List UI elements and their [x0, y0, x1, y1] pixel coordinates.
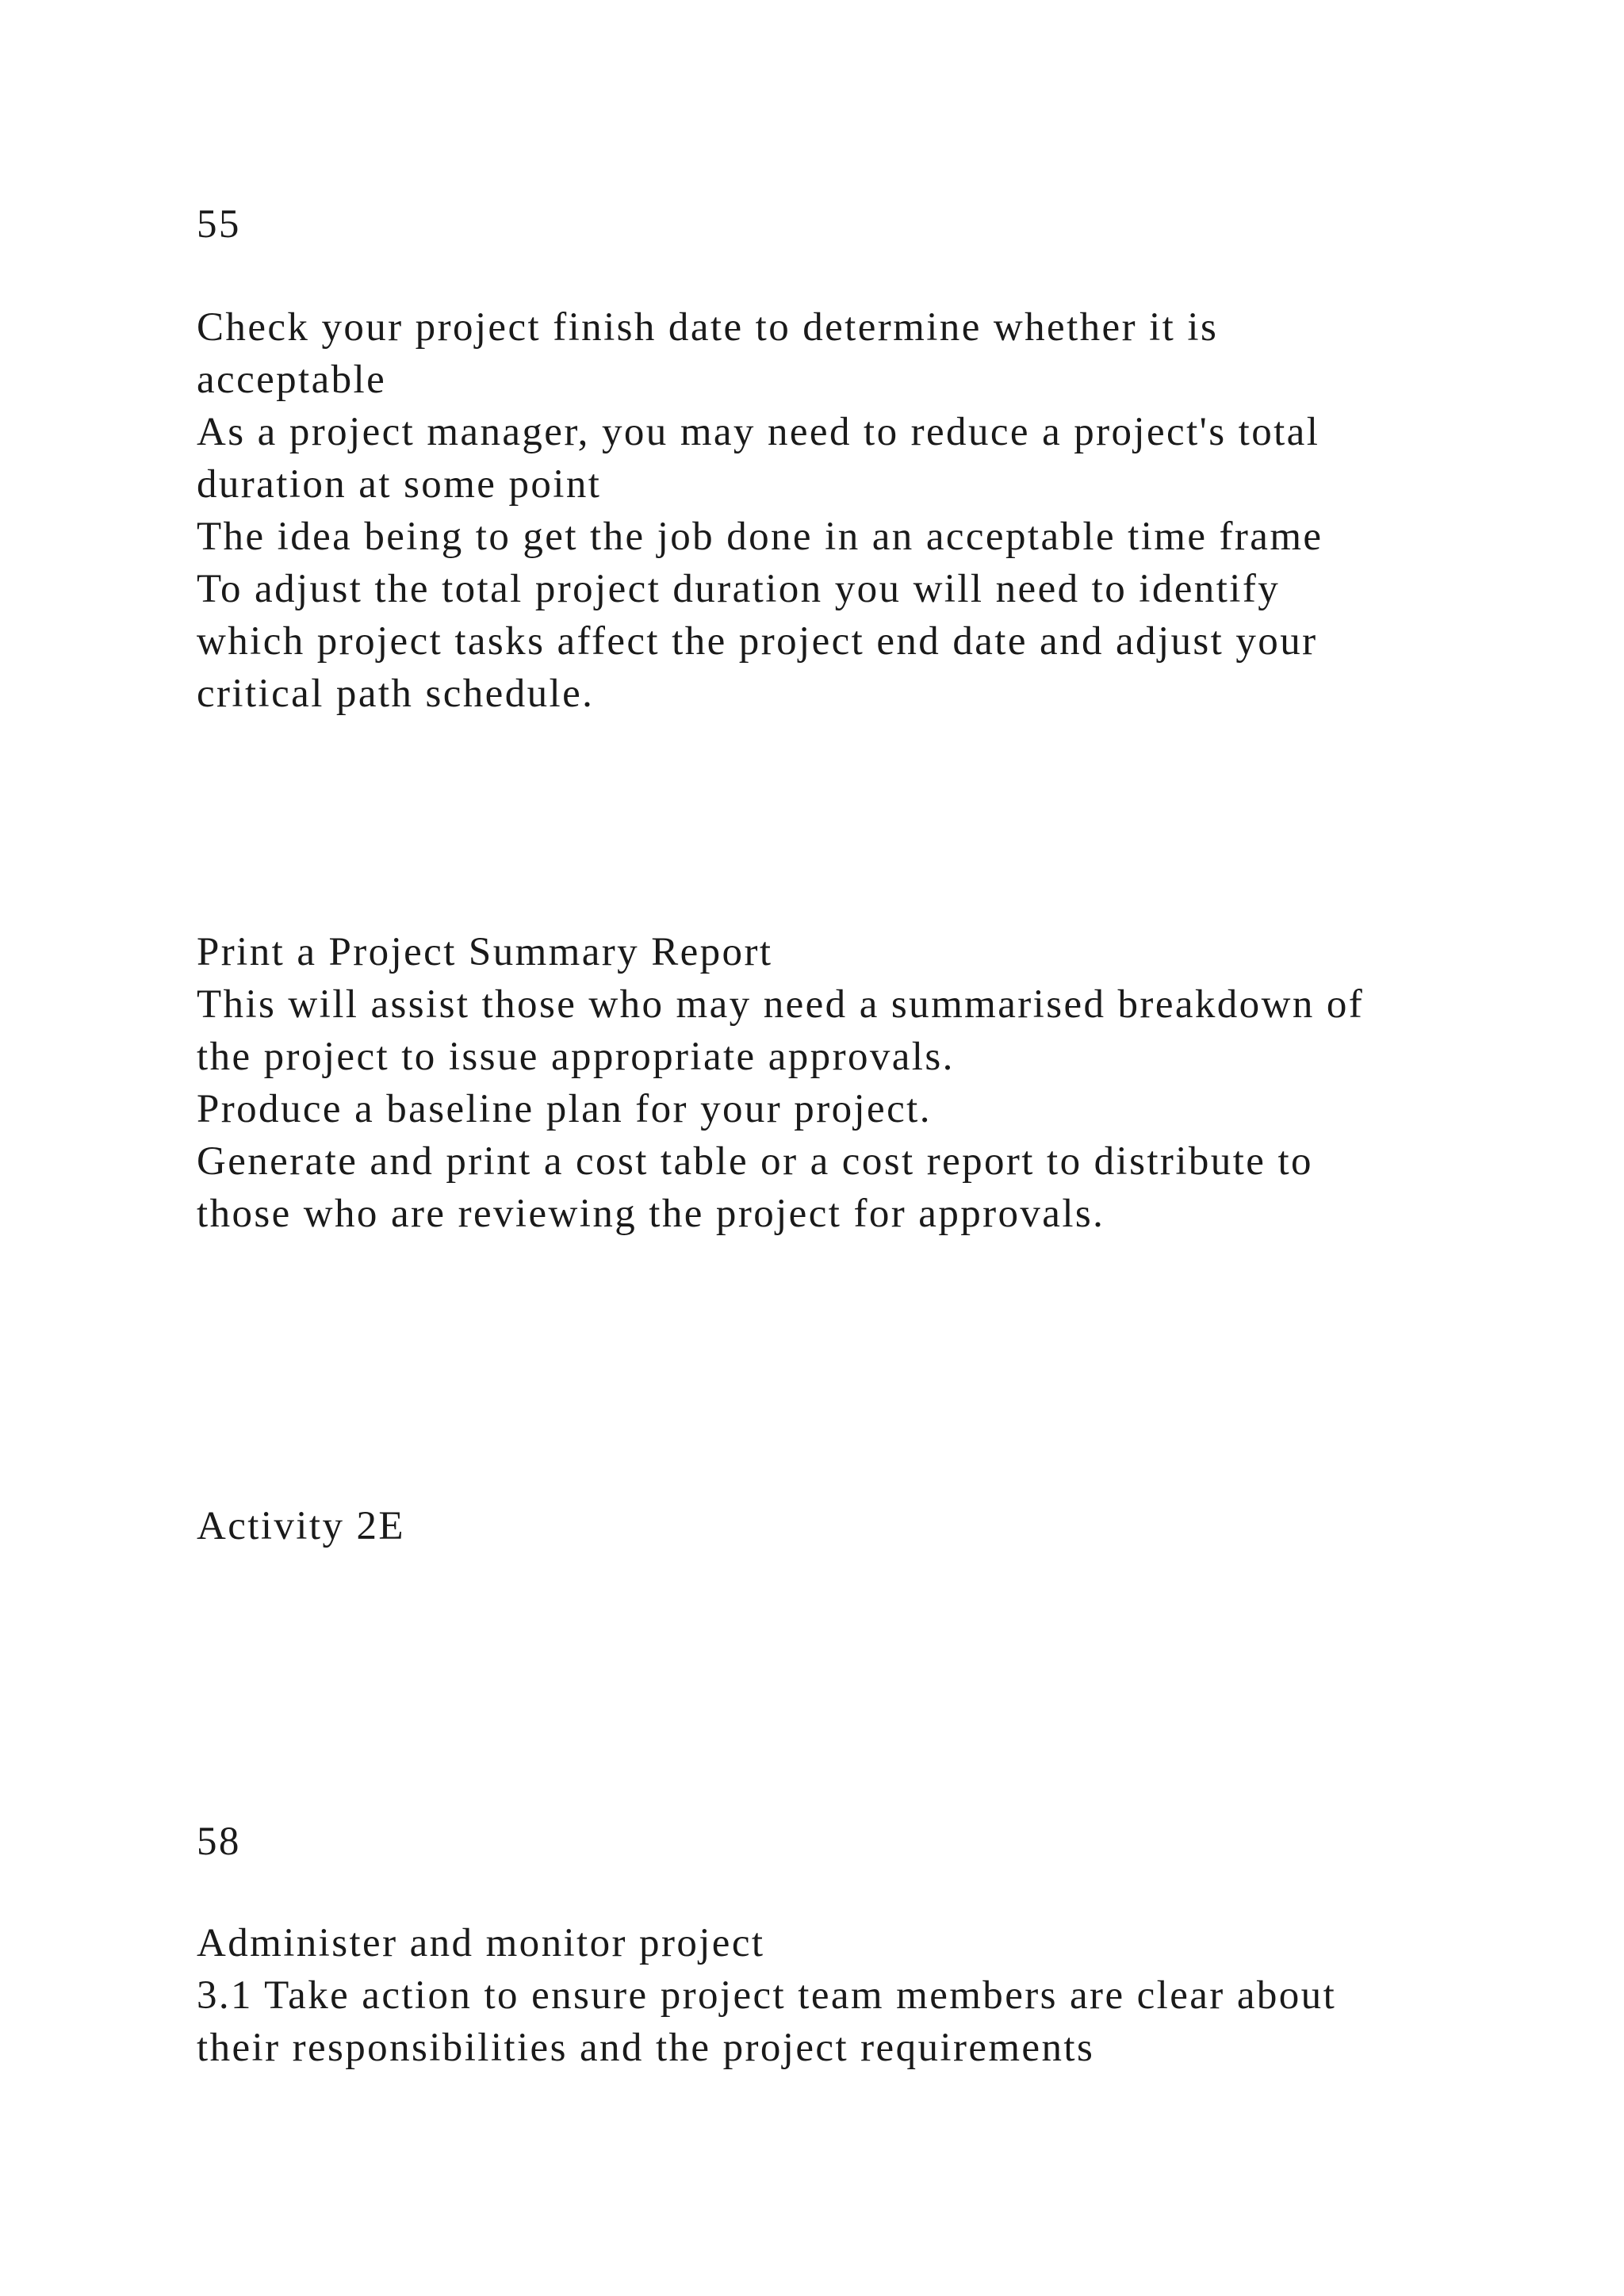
text-line: Check your project finish date to determine whether it is	[197, 305, 1219, 350]
text-line: acceptable	[197, 358, 387, 402]
text-line: their responsibilities and the project requirements	[197, 2026, 1095, 2070]
text-line: duration at some point	[197, 462, 602, 507]
text-line: The idea being to get the job done in an acceptable time frame	[197, 515, 1323, 559]
text-line: As a project manager, you may need to reduce a project's total	[197, 410, 1320, 454]
text-line: 3.1 Take action to ensure project team members are clear about	[197, 1973, 1337, 2018]
text-line: those who are reviewing the project for approvals.	[197, 1192, 1105, 1236]
text-line: Generate and print a cost table or a cost report to distribute to	[197, 1139, 1313, 1184]
text-line: To adjust the total project duration you will need to identify	[197, 567, 1281, 611]
page-number: 55	[197, 202, 241, 247]
section-heading: Print a Project Summary Report	[197, 930, 773, 974]
page-number: 58	[197, 1820, 241, 1864]
text-line: the project to issue appropriate approvals.	[197, 1035, 955, 1079]
text-line: Produce a baseline plan for your project.	[197, 1087, 932, 1131]
activity-heading: Activity 2E	[197, 1504, 405, 1548]
text-line: This will assist those who may need a summarised breakdown of	[197, 982, 1365, 1027]
text-line: critical path schedule.	[197, 672, 595, 716]
text-line: which project tasks affect the project end date and adjust your	[197, 619, 1318, 664]
section-heading: Administer and monitor project	[197, 1921, 765, 1965]
